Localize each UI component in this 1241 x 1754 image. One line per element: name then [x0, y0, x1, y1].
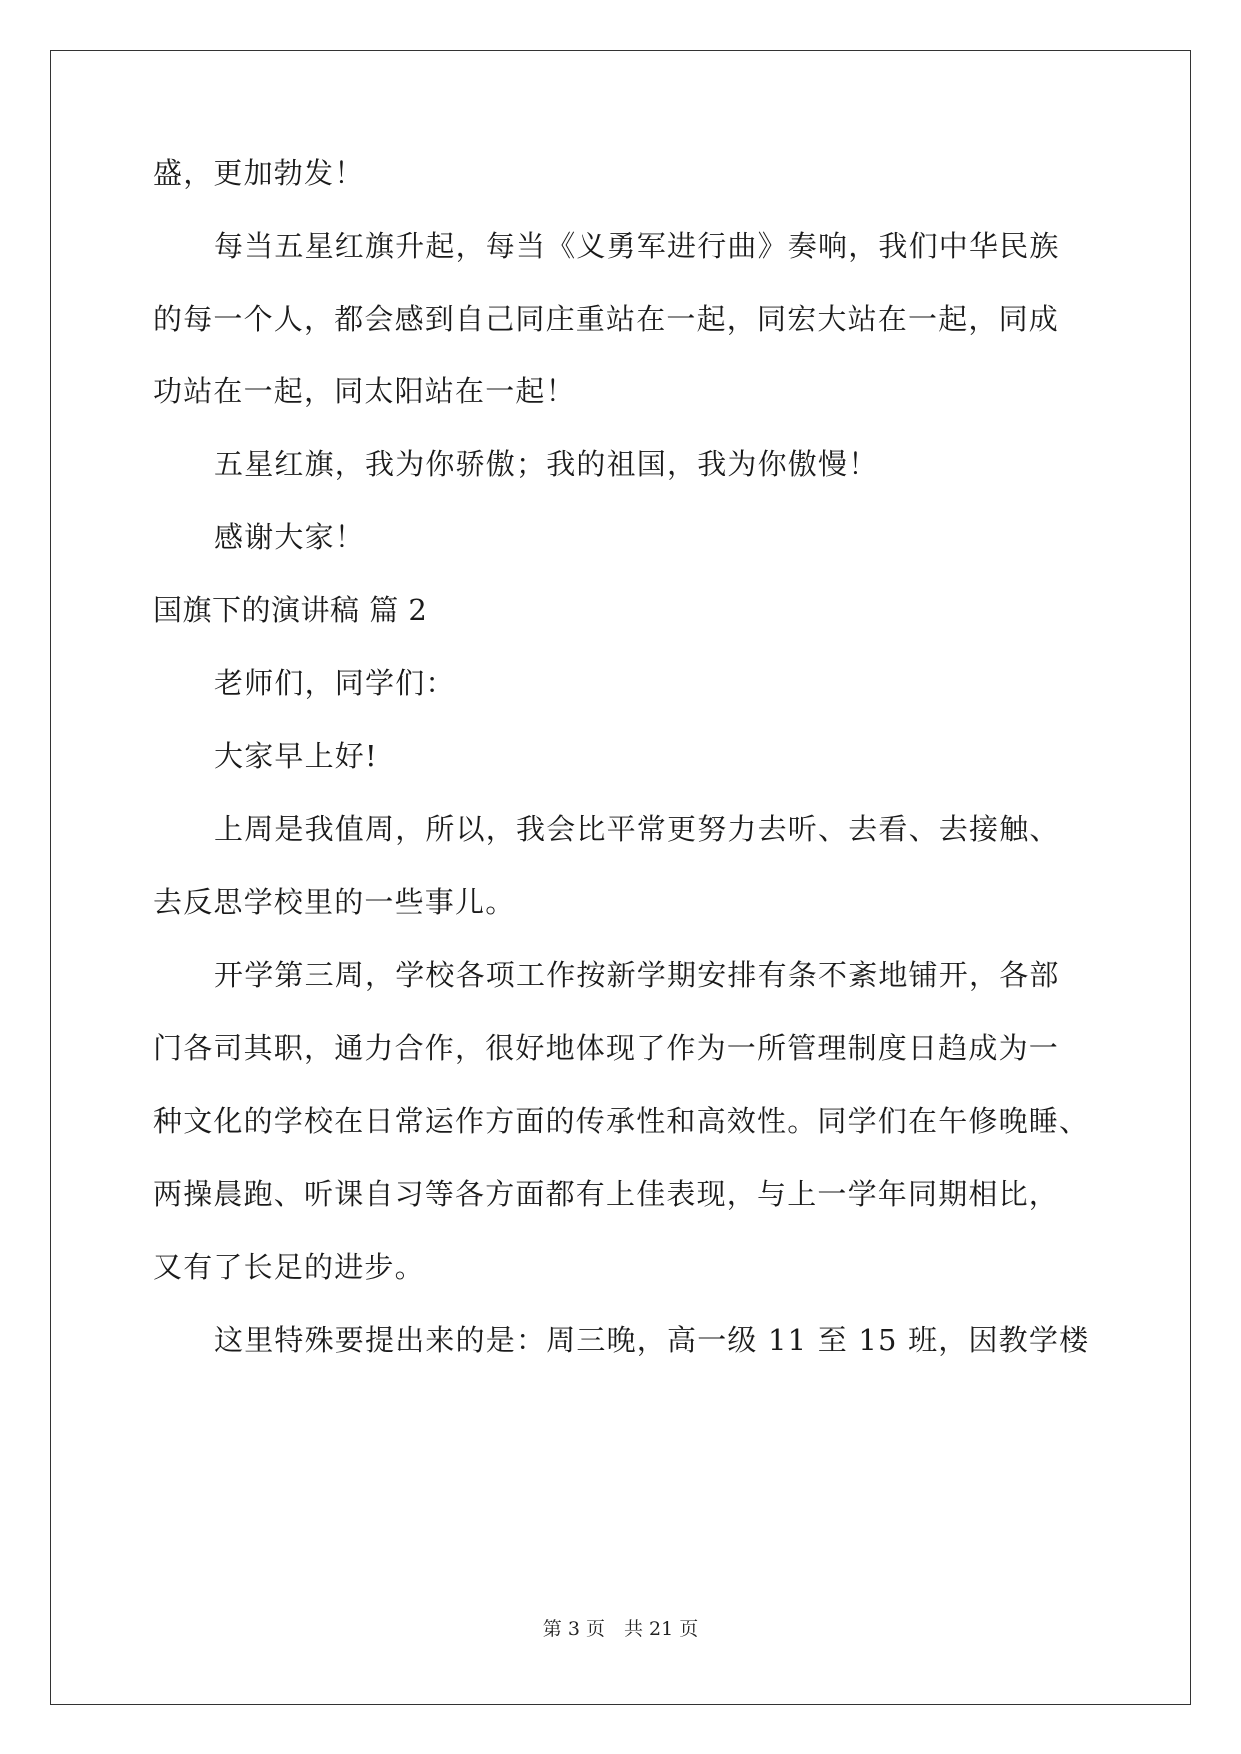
paragraph-line: 每当五星红旗升起，每当《义勇军进行曲》奏响，我们中华民族	[214, 229, 1060, 263]
section-heading: 国旗下的演讲稿 篇 2	[153, 593, 428, 627]
paragraph-line: 上周是我值周，所以，我会比平常更努力去听、去看、去接触、	[214, 812, 1060, 846]
paragraph-line: 感谢大家！	[214, 520, 366, 554]
paragraph-line: 盛，更加勃发！	[153, 156, 365, 190]
paragraph-line: 又有了长足的进步。	[153, 1250, 425, 1284]
paragraph-line: 种文化的学校在日常运作方面的传承性和高效性。同学们在午修晚睡、	[153, 1104, 1090, 1138]
paragraph-line: 开学第三周，学校各项工作按新学期安排有条不紊地铺开，各部	[214, 958, 1060, 992]
greeting-line: 大家早上好!	[214, 739, 378, 773]
paragraph-line: 去反思学校里的一些事儿。	[153, 885, 516, 919]
paragraph-line: 功站在一起，同太阳站在一起！	[153, 374, 576, 408]
page-number-footer: 第 3 页 共 21 页	[542, 1618, 699, 1640]
paragraph-line: 门各司其职，通力合作，很好地体现了作为一所管理制度日趋成为一	[153, 1031, 1060, 1065]
salutation-line: 老师们，同学们：	[214, 666, 456, 700]
paragraph-line: 两操晨跑、听课自习等各方面都有上佳表现，与上一学年同期相比，	[153, 1177, 1060, 1211]
paragraph-line: 这里特殊要提出来的是：周三晚，高一级 11 至 15 班，因教学楼	[214, 1323, 1090, 1357]
paragraph-line: 的每一个人，都会感到自己同庄重站在一起，同宏大站在一起，同成	[153, 302, 1060, 336]
paragraph-line: 五星红旗，我为你骄傲；我的祖国，我为你傲慢！	[214, 447, 879, 481]
